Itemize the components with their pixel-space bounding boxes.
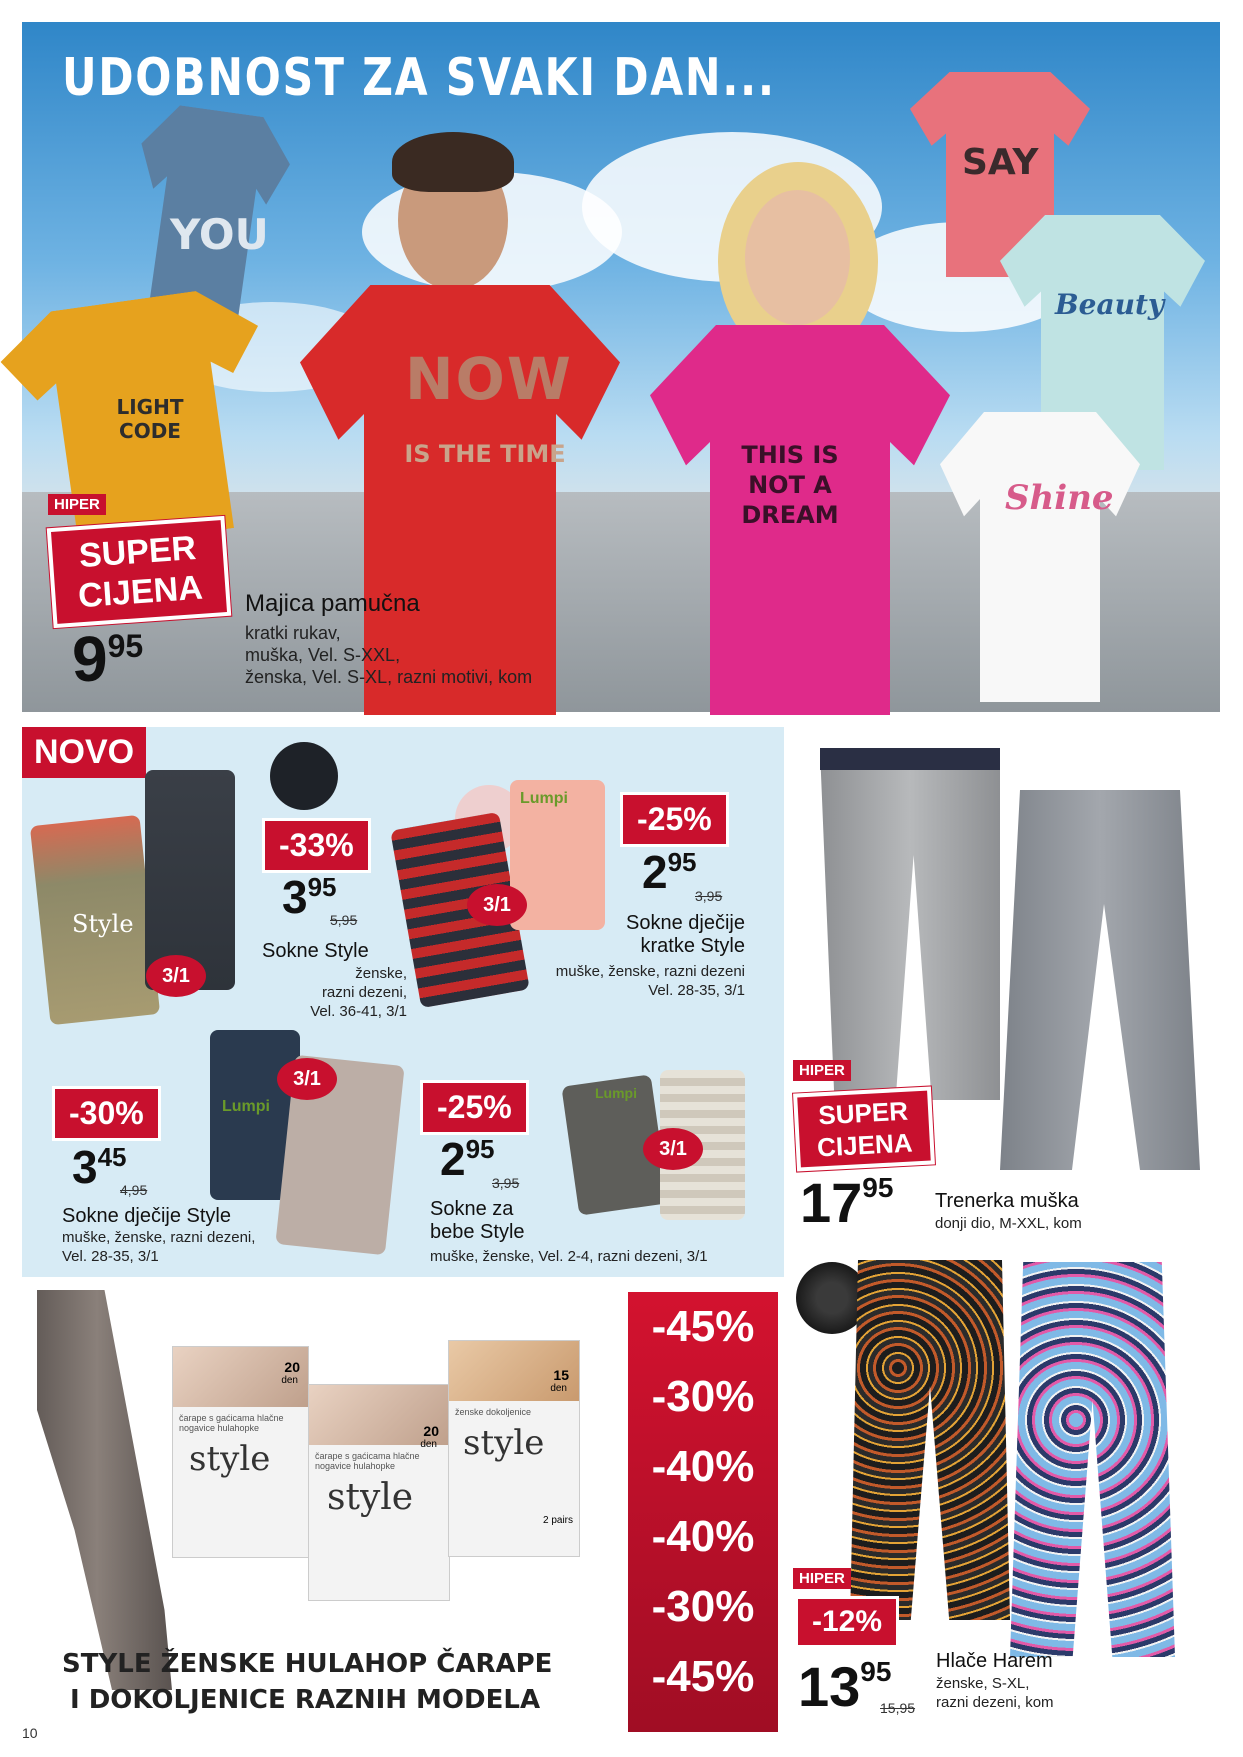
old-price: 5,95	[330, 912, 358, 928]
desc-line: muške, ženske, razni dezeni	[555, 963, 745, 980]
discount-badge: -30%	[52, 1086, 161, 1141]
lumpi-brand-label: Lumpi	[595, 1085, 637, 1101]
discount-value: -45%	[651, 1302, 755, 1351]
man-hair	[392, 132, 514, 192]
desc-line: muška, Vel. S-XXL,	[245, 645, 401, 665]
title-line: STYLE ŽENSKE HULAHOP ČARAPE	[62, 1649, 553, 1679]
pairs-label: 2 pairs	[542, 1515, 573, 1526]
product-name: Sokne Style	[262, 940, 369, 962]
headline: UDOBNOST ZA SVAKI DAN...	[62, 48, 776, 108]
product-name: Sokne dječije Style	[62, 1205, 231, 1227]
price-integer: 9	[72, 623, 108, 695]
hiper-label: HIPER	[793, 1568, 851, 1589]
discount-value: -30%	[651, 1582, 755, 1631]
old-price: 15,95	[880, 1700, 916, 1716]
pack-line: ženske dokoljenice	[455, 1407, 532, 1417]
name-line: bebe Style	[430, 1221, 525, 1243]
price-decimal: 95	[667, 847, 697, 877]
badge-line2: CIJENA	[76, 568, 204, 616]
product-desc: muške, ženske, Vel. 2-4, razni dezeni, 3/1	[430, 1248, 708, 1265]
discount-badge: -25%	[420, 1080, 529, 1135]
tracksuit-price	[800, 1170, 893, 1235]
product-name: Trenerka muška	[935, 1190, 1079, 1212]
sock-price	[282, 870, 337, 924]
style-brand-label: style	[189, 1439, 271, 1479]
old-price: 3,95	[695, 888, 723, 904]
style-brand-label: style	[463, 1423, 545, 1463]
price-integer: 3	[282, 871, 308, 923]
price-decimal: 95	[107, 628, 144, 664]
pack-count-tag: 3/1	[643, 1128, 703, 1170]
tshirt-print-beauty: Beauty	[1055, 288, 1165, 321]
price-decimal: 95	[307, 872, 337, 902]
sock-price	[72, 1140, 127, 1194]
tshirt-print-you: YOU	[170, 210, 269, 259]
tights-title	[62, 1646, 552, 1718]
tshirt-price	[72, 622, 143, 696]
product-desc	[245, 622, 532, 688]
badge-line1: SUPER	[77, 529, 198, 576]
price-integer: 13	[798, 1655, 861, 1718]
desc-line: ženske, S-XL,	[936, 1675, 1030, 1692]
product-name	[560, 912, 745, 958]
pack-line: čarape s gaćicama hlačne nogavice hulahopke	[315, 1451, 420, 1471]
harem-pants-image	[1010, 1262, 1175, 1657]
den-unit: den	[281, 1375, 298, 1386]
discount-column	[628, 1292, 778, 1732]
product-name	[430, 1198, 525, 1244]
price-decimal: 95	[862, 1172, 894, 1203]
pack-count-tag: 3/1	[277, 1058, 337, 1100]
price-decimal: 95	[860, 1656, 892, 1687]
sock-price	[642, 845, 697, 899]
sock-pattern-swatch	[270, 742, 338, 810]
novo-badge: NOVO	[22, 727, 146, 778]
product-desc: donji dio, M-XXL, kom	[935, 1215, 1082, 1232]
page-number: 10	[22, 1725, 38, 1741]
desc-line: Vel. 28-35, 3/1	[648, 982, 745, 999]
desc-line: Vel. 36-41, 3/1	[310, 1003, 407, 1020]
old-price: 3,95	[492, 1175, 520, 1191]
desc-line: ženske,	[355, 965, 407, 982]
hiper-label: HIPER	[793, 1060, 851, 1081]
tshirt-print-dream: THIS IS NOT A DREAM	[741, 441, 839, 529]
tracksuit-waistband	[820, 748, 1000, 770]
price-decimal: 45	[97, 1142, 127, 1172]
super-cijena-badge	[793, 1086, 935, 1171]
tights-package	[172, 1346, 309, 1558]
desc-line: kratki rukav,	[245, 623, 341, 643]
den-value: 20	[423, 1423, 439, 1439]
product-name: Hlače Harem	[936, 1650, 1053, 1672]
tshirt-print-now: NOW	[405, 345, 573, 413]
legs-in-tights-image	[22, 1290, 172, 1690]
discount-value: -30%	[651, 1372, 755, 1421]
product-desc	[62, 1228, 255, 1266]
den-value: 20	[284, 1359, 300, 1375]
product-desc	[262, 964, 407, 1021]
price-integer: 3	[72, 1141, 98, 1193]
old-price: 4,95	[120, 1182, 148, 1198]
woman-head	[745, 190, 850, 325]
lumpi-brand-label: Lumpi	[222, 1098, 270, 1115]
tshirt-print-shine: Shine	[1005, 478, 1114, 518]
discount-badge: -12%	[795, 1596, 899, 1648]
price-decimal: 95	[465, 1134, 495, 1164]
style-brand-label: style	[327, 1477, 414, 1518]
name-line: Sokne dječije	[626, 912, 745, 934]
tshirt-print-time: IS THE TIME	[404, 440, 566, 468]
product-desc	[936, 1674, 1054, 1712]
name-line: kratke Style	[640, 935, 745, 957]
tracksuit-pants-image	[820, 750, 1000, 1100]
title-line: I DOKOLJENICE RAZNIH MODELA	[70, 1685, 541, 1715]
desc-line: razni dezeni,	[321, 984, 407, 1001]
hiper-label: HIPER	[48, 494, 106, 515]
discount-badge: -25%	[620, 792, 729, 847]
badge-line2: CIJENA	[816, 1127, 914, 1163]
badge-line1: SUPER	[817, 1095, 909, 1131]
tracksuit-pants-image	[1000, 790, 1200, 1170]
price-integer: 2	[642, 846, 668, 898]
discount-value: -40%	[651, 1442, 755, 1491]
desc-line: razni dezeni, kom	[936, 1694, 1054, 1711]
tshirt-print-say: SAY	[962, 142, 1039, 183]
tights-package	[448, 1340, 580, 1557]
pack-line: čarape s gaćicama hlačne nogavice hulahopke	[179, 1413, 284, 1433]
product-name: Majica pamučna	[245, 590, 420, 617]
den-unit: den	[420, 1439, 437, 1450]
desc-line: ženska, Vel. S-XL, razni motivi, kom	[245, 667, 533, 687]
product-desc	[500, 962, 745, 1000]
harem-pants-image	[850, 1260, 1010, 1620]
desc-line: Vel. 28-35, 3/1	[62, 1248, 159, 1265]
pack-count-tag: 3/1	[146, 955, 206, 997]
den-value: 15	[553, 1367, 569, 1383]
price-integer: 2	[440, 1133, 466, 1185]
lumpi-brand-label: Lumpi	[520, 790, 568, 807]
style-brand-label: Style	[72, 910, 134, 938]
discount-badge: -33%	[262, 818, 371, 873]
super-cijena-badge	[47, 516, 232, 628]
discount-value: -40%	[651, 1512, 755, 1561]
name-line: Sokne za	[430, 1198, 514, 1220]
tights-package	[308, 1384, 450, 1601]
discount-value: -45%	[651, 1652, 755, 1701]
sock-price	[440, 1132, 495, 1186]
desc-line: muške, ženske, razni dezeni,	[62, 1229, 256, 1246]
den-unit: den	[550, 1383, 567, 1394]
tshirt-print-lightcode: LIGHT CODE	[116, 395, 184, 443]
pack-count-tag: 3/1	[467, 884, 527, 926]
harem-price	[798, 1654, 891, 1719]
price-integer: 17	[800, 1171, 863, 1234]
